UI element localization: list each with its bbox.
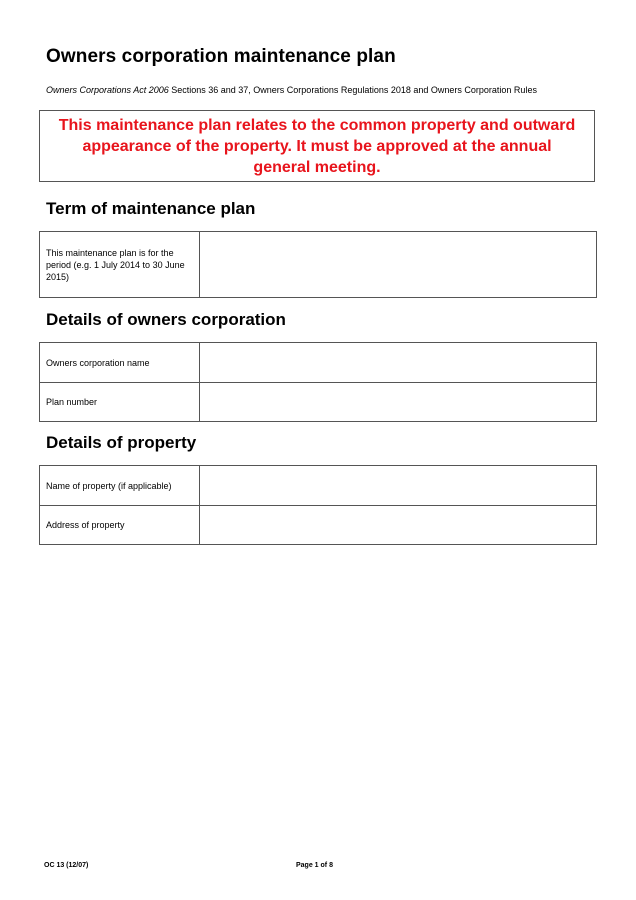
corporation-name-field[interactable] <box>200 343 597 383</box>
plan-number-field[interactable] <box>200 383 597 422</box>
table-row <box>40 383 597 422</box>
table-row <box>40 343 597 383</box>
legislation-reference <box>46 85 537 95</box>
property-address-label: Address of property <box>40 506 200 545</box>
property-section-heading: Details of property <box>46 433 197 452</box>
page-number: Page 1 of 8 <box>296 862 333 869</box>
approval-notice: This maintenance plan relates to the common property and outward appearance of the property. It must be approved at the annual general meeting. <box>39 110 595 182</box>
legislation-sections: Sections 36 and 37, Owners Corporations Regulations 2018 and Owners Corporation Rules <box>168 85 537 95</box>
page-title: Owners corporation maintenance plan <box>46 46 396 67</box>
property-address-field[interactable] <box>200 506 597 545</box>
property-name-label: Name of property (if applicable) <box>40 466 200 506</box>
corporation-name-label: Owners corporation name <box>40 343 200 383</box>
period-label: This maintenance plan is for the period (e.g. 1 July 2014 to 30 June 2015) <box>40 232 200 298</box>
table-row <box>40 232 597 298</box>
table-row <box>40 506 597 545</box>
property-table <box>39 465 597 545</box>
term-section-heading: Term of maintenance plan <box>46 199 256 218</box>
property-name-field[interactable] <box>200 466 597 506</box>
act-name: Owners Corporations Act 2006 <box>46 85 169 95</box>
corporation-section-heading: Details of owners corporation <box>46 310 286 329</box>
corporation-table <box>39 342 597 422</box>
form-code: OC 13 (12/07) <box>44 862 89 869</box>
term-table <box>39 231 597 298</box>
table-row <box>40 466 597 506</box>
period-field[interactable] <box>200 232 597 298</box>
plan-number-label: Plan number <box>40 383 200 422</box>
